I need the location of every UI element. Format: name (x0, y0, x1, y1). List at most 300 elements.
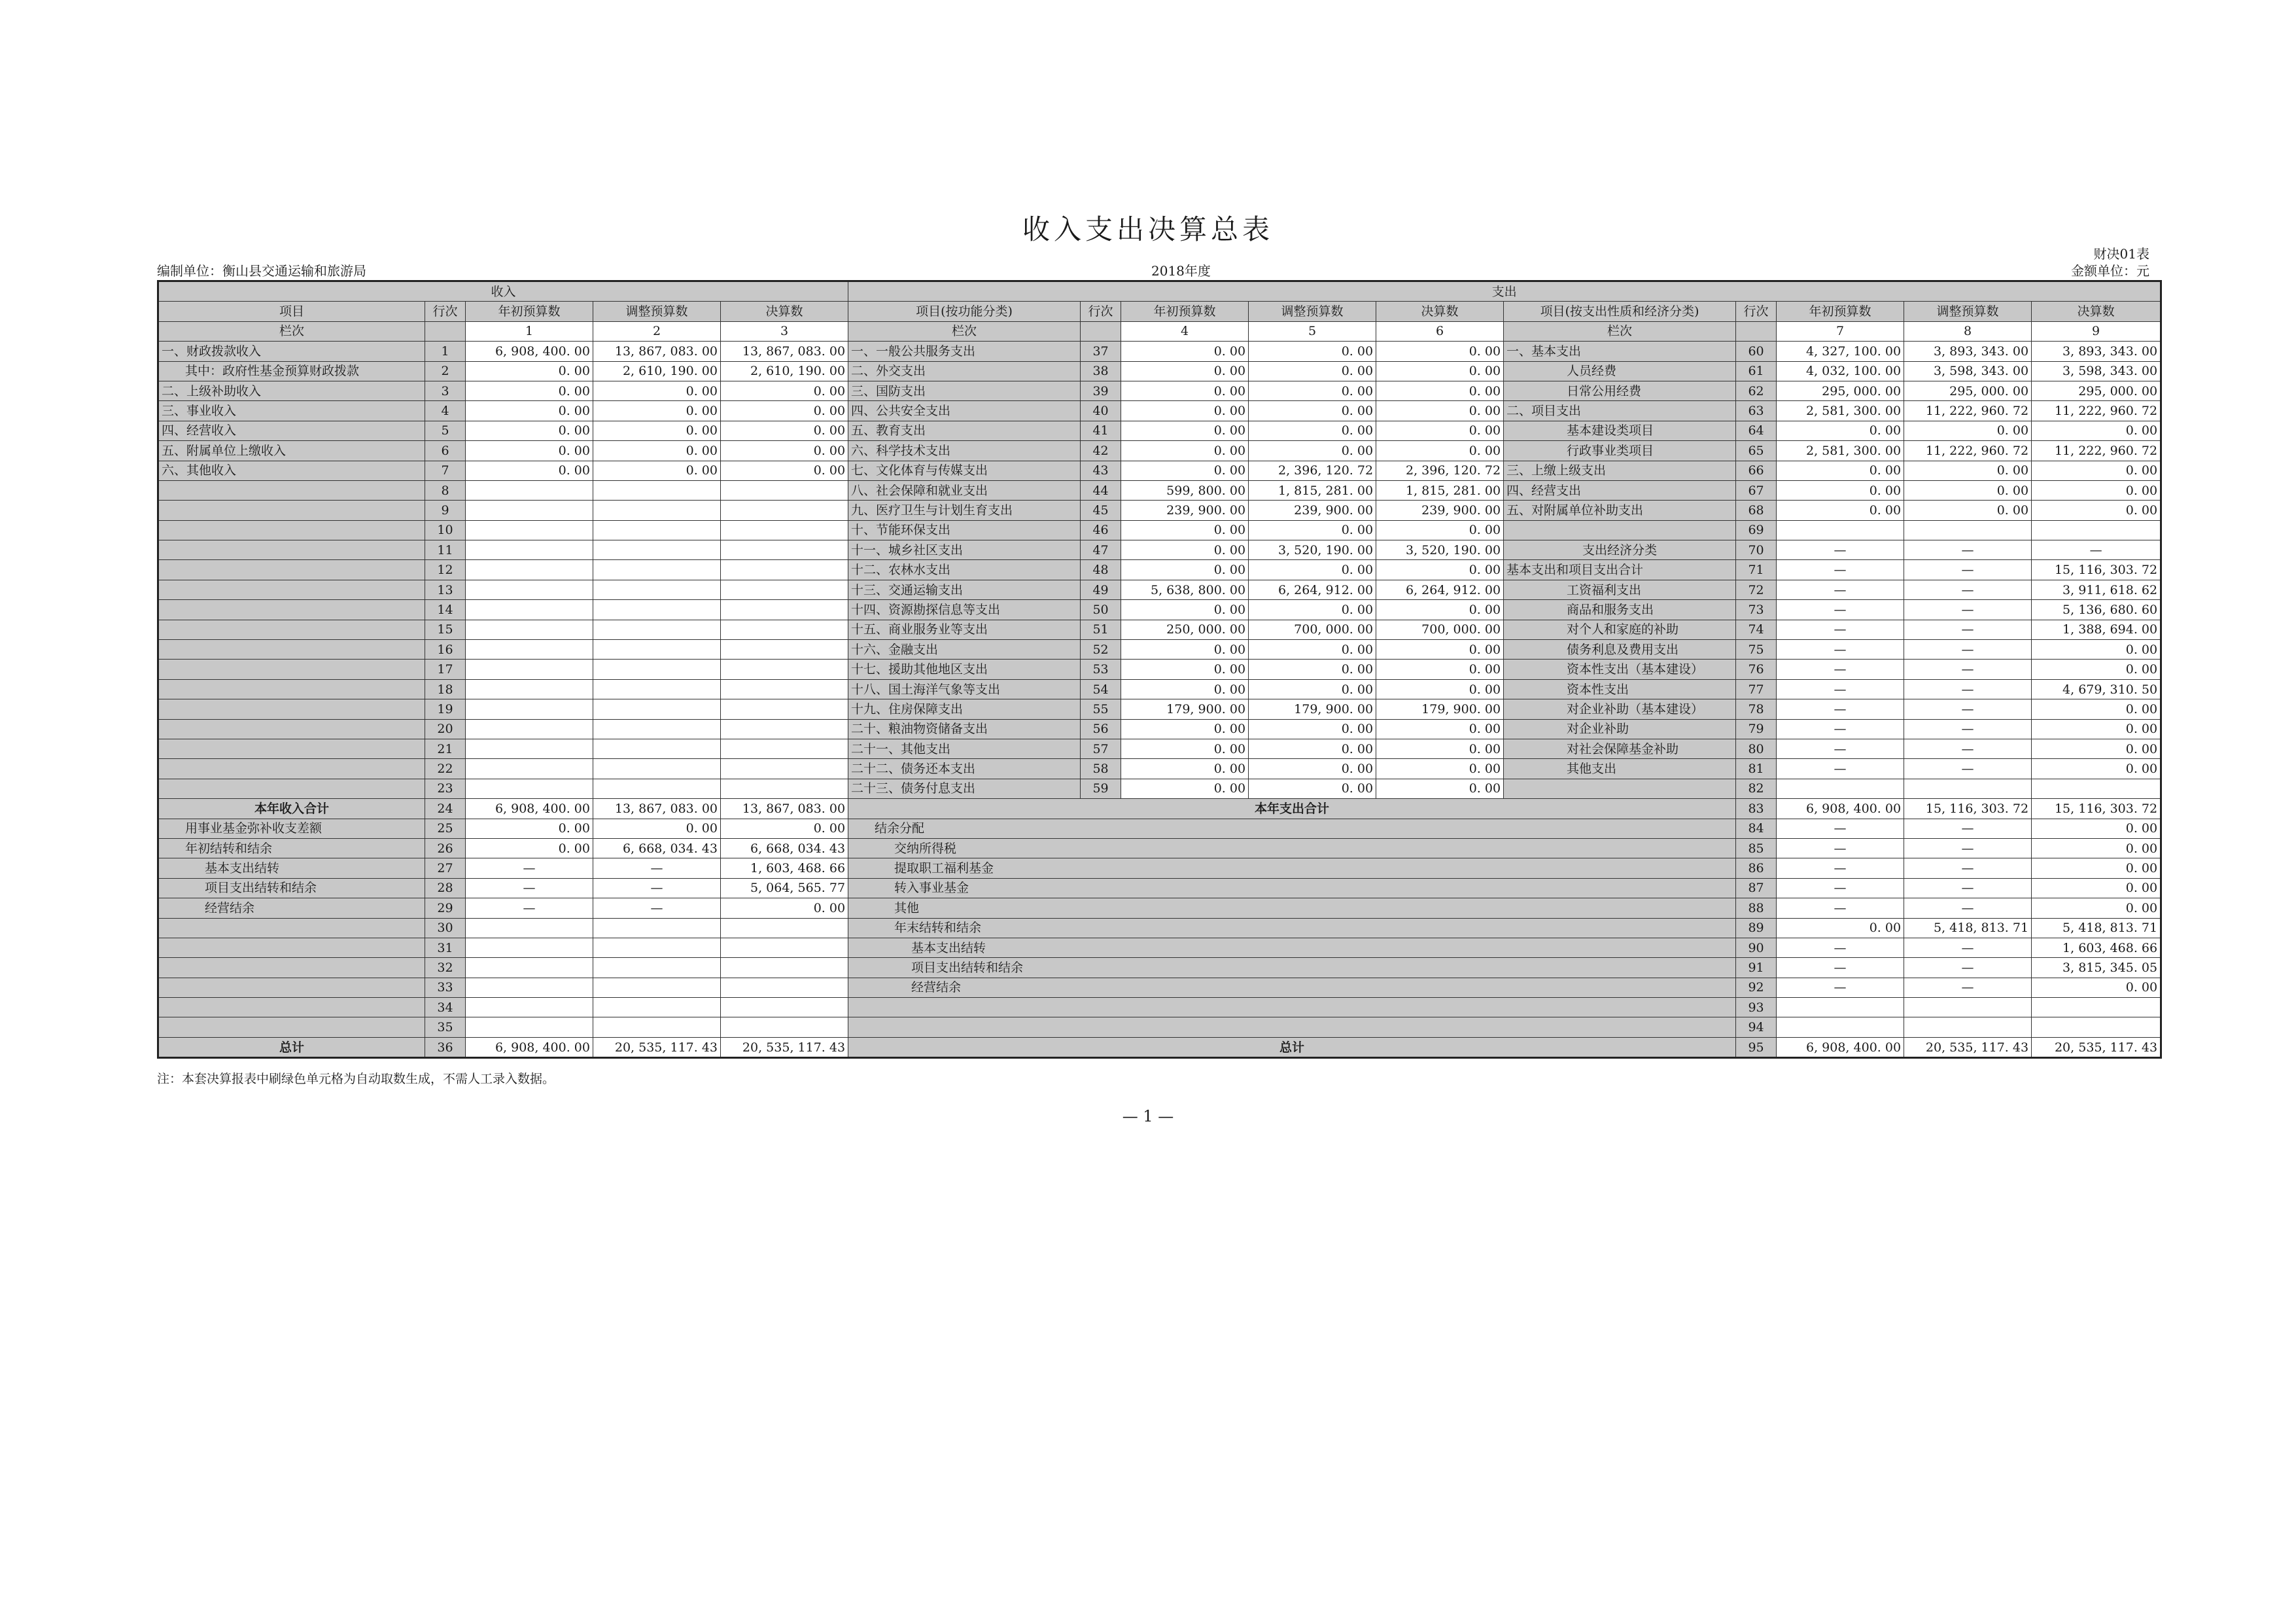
amount-cell (721, 620, 848, 639)
amount-cell: 0. 00 (466, 838, 593, 858)
amount-cell: 250, 000. 00 (1121, 620, 1249, 639)
amount-cell: 0. 00 (2032, 501, 2161, 520)
amount-cell: 1, 815, 281. 00 (1249, 480, 1376, 500)
expense-econ-item: 五、对附属单位补助支出 (1504, 501, 1736, 520)
col-num: 7 (1777, 321, 1904, 341)
amount-cell: 0. 00 (2032, 739, 2161, 758)
amount-cell: 5, 136, 680. 60 (2032, 600, 2161, 620)
row-number: 83 (1736, 799, 1777, 819)
row-number: 72 (1736, 580, 1777, 599)
amount-cell: 0. 00 (2032, 660, 2161, 679)
amount-cell: 0. 00 (721, 421, 848, 440)
amount-cell: — (1904, 560, 2032, 580)
amount-cell: 295, 000. 00 (1904, 381, 2032, 400)
row-number: 85 (1736, 838, 1777, 858)
amount-cell: — (466, 858, 593, 878)
amount-cell: 20, 535, 117. 43 (1904, 1037, 2032, 1057)
row-number: 33 (425, 978, 466, 997)
amount-cell (466, 978, 593, 997)
amount-cell: — (1777, 958, 1904, 978)
row-number: 71 (1736, 560, 1777, 580)
amount-cell: 2, 610, 190. 00 (593, 361, 721, 381)
reporting-unit: 编制单位：衡山县交通运输和旅游局 (157, 263, 366, 279)
col-label: 栏次 (1504, 321, 1736, 341)
row-number: 82 (1736, 779, 1777, 798)
income-item (158, 759, 425, 779)
row-number: 76 (1736, 660, 1777, 679)
amount-cell: 0. 00 (1249, 401, 1376, 421)
footnote: 注：本套决算报表中刷绿色单元格为自动取数生成，不需人工录入数据。 (157, 1072, 555, 1086)
income-total-label: 本年收入合计 (158, 799, 425, 819)
col-budget-initial: 年初预算数 (1121, 302, 1249, 321)
table-row (158, 381, 2161, 400)
col-label: 栏次 (158, 321, 425, 341)
amount-cell: — (1777, 540, 1904, 560)
table-row (158, 838, 2161, 858)
amount-cell: — (2032, 540, 2161, 560)
expense-func-item: 二十、粮油物资储备支出 (848, 719, 1081, 739)
amount-cell: 0. 00 (1121, 739, 1249, 758)
row-number: 1 (425, 342, 466, 361)
row-number: 70 (1736, 540, 1777, 560)
table-row (158, 600, 2161, 620)
amount-cell: 5, 418, 813. 71 (1904, 918, 2032, 938)
column-header-row (158, 302, 2161, 321)
income-item: 三、事业收入 (158, 401, 425, 421)
amount-cell: 179, 900. 00 (1376, 699, 1504, 719)
amount-cell: 0. 00 (1249, 739, 1376, 758)
amount-cell: 295, 000. 00 (2032, 381, 2161, 400)
row-number: 62 (1736, 381, 1777, 400)
amount-cell: 0. 00 (1121, 560, 1249, 580)
income-header: 收入 (158, 281, 848, 302)
row-number: 29 (425, 898, 466, 918)
row-number: 45 (1081, 501, 1121, 520)
money-unit: 金额单位：元 (2071, 263, 2149, 279)
row-number: 36 (425, 1037, 466, 1057)
expense-func-item: 二十一、其他支出 (848, 739, 1081, 758)
amount-cell: 20, 535, 117. 43 (593, 1037, 721, 1057)
expense-func-item: 一、一般公共服务支出 (848, 342, 1081, 361)
amount-cell: 0. 00 (2032, 699, 2161, 719)
amount-cell: 13, 867, 083. 00 (721, 342, 848, 361)
row-number: 69 (1736, 520, 1777, 540)
expense-func-item: 九、医疗卫生与计划生育支出 (848, 501, 1081, 520)
table-row (158, 878, 2161, 898)
row-number: 43 (1081, 461, 1121, 480)
amount-cell (721, 918, 848, 938)
col-num: 4 (1121, 321, 1249, 341)
amount-cell (721, 520, 848, 540)
amount-cell: 0. 00 (1249, 600, 1376, 620)
amount-cell (466, 779, 593, 798)
year-total-row (158, 799, 2161, 819)
row-number: 16 (425, 640, 466, 660)
amount-cell (593, 759, 721, 779)
amount-cell: 0. 00 (1376, 679, 1504, 699)
row-number: 61 (1736, 361, 1777, 381)
amount-cell: 2, 581, 300. 00 (1777, 401, 1904, 421)
amount-cell: 0. 00 (1376, 401, 1504, 421)
amount-cell: 0. 00 (2032, 819, 2161, 838)
expense-balance-item: 提取职工福利基金 (848, 858, 1736, 878)
amount-cell: 13, 867, 083. 00 (593, 799, 721, 819)
row-number: 50 (1081, 600, 1121, 620)
amount-cell: 0. 00 (1777, 461, 1904, 480)
expense-balance-item: 交纳所得税 (848, 838, 1736, 858)
expense-econ-item: 资本性支出 (1504, 679, 1736, 699)
row-number: 27 (425, 858, 466, 878)
table-row (158, 580, 2161, 599)
amount-cell: 15, 116, 303. 72 (2032, 799, 2161, 819)
expense-balance-item: 年末结转和结余 (848, 918, 1736, 938)
expense-func-item: 十七、援助其他地区支出 (848, 660, 1081, 679)
table-row (158, 640, 2161, 660)
amount-cell (466, 739, 593, 758)
row-number: 84 (1736, 819, 1777, 838)
amount-cell: 0. 00 (2032, 480, 2161, 500)
amount-cell (593, 480, 721, 500)
amount-cell: 0. 00 (1121, 401, 1249, 421)
row-number: 46 (1081, 520, 1121, 540)
amount-cell: 1, 388, 694. 00 (2032, 620, 2161, 639)
row-number: 17 (425, 660, 466, 679)
row-number: 23 (425, 779, 466, 798)
expense-func-item: 二、外交支出 (848, 361, 1081, 381)
amount-cell (1904, 779, 2032, 798)
amount-cell (593, 699, 721, 719)
row-number: 94 (1736, 1017, 1777, 1037)
income-item (158, 1017, 425, 1037)
income-item (158, 560, 425, 580)
amount-cell: — (466, 878, 593, 898)
amount-cell: 3, 598, 343. 00 (2032, 361, 2161, 381)
amount-cell: 6, 668, 034. 43 (721, 838, 848, 858)
column-number-row (158, 321, 2161, 341)
amount-cell: 0. 00 (1249, 679, 1376, 699)
amount-cell: 5, 418, 813. 71 (2032, 918, 2161, 938)
expense-econ-item: 对个人和家庭的补助 (1504, 620, 1736, 639)
row-number: 25 (425, 819, 466, 838)
income-item (158, 580, 425, 599)
amount-cell (466, 540, 593, 560)
row-number: 53 (1081, 660, 1121, 679)
income-item: 六、其他收入 (158, 461, 425, 480)
row-number: 79 (1736, 719, 1777, 739)
amount-cell: 6, 264, 912. 00 (1376, 580, 1504, 599)
amount-cell: 599, 800. 00 (1121, 480, 1249, 500)
row-number: 47 (1081, 540, 1121, 560)
amount-cell: 0. 00 (1249, 342, 1376, 361)
row-number: 75 (1736, 640, 1777, 660)
row-number: 9 (425, 501, 466, 520)
amount-cell: — (1777, 600, 1904, 620)
amount-cell: 20, 535, 117. 43 (2032, 1037, 2161, 1057)
table-row (158, 421, 2161, 440)
table-row (158, 759, 2161, 779)
expense-econ-item: 债务利息及费用支出 (1504, 640, 1736, 660)
amount-cell (721, 600, 848, 620)
row-number: 8 (425, 480, 466, 500)
amount-cell: 0. 00 (721, 381, 848, 400)
amount-cell: 2, 610, 190. 00 (721, 361, 848, 381)
table-row (158, 819, 2161, 838)
amount-cell: 239, 900. 00 (1249, 501, 1376, 520)
col-row: 行次 (1736, 302, 1777, 321)
expense-func-item: 五、教育支出 (848, 421, 1081, 440)
amount-cell (2032, 520, 2161, 540)
row-number: 18 (425, 679, 466, 699)
amount-cell: 0. 00 (1777, 501, 1904, 520)
amount-cell: 0. 00 (1376, 342, 1504, 361)
amount-cell: 0. 00 (1121, 600, 1249, 620)
amount-cell: 0. 00 (593, 401, 721, 421)
col-budget-adjusted: 调整预算数 (593, 302, 721, 321)
table-row (158, 401, 2161, 421)
amount-cell: 239, 900. 00 (1376, 501, 1504, 520)
row-number: 20 (425, 719, 466, 739)
amount-cell (721, 560, 848, 580)
amount-cell: — (1777, 978, 1904, 997)
income-item (158, 620, 425, 639)
amount-cell (721, 998, 848, 1017)
amount-cell (721, 580, 848, 599)
amount-cell: 20, 535, 117. 43 (721, 1037, 848, 1057)
amount-cell: 0. 00 (466, 461, 593, 480)
income-expense-table (157, 280, 2162, 1059)
income-item (158, 501, 425, 520)
amount-cell: 700, 000. 00 (1376, 620, 1504, 639)
amount-cell (593, 719, 721, 739)
amount-cell: 4, 679, 310. 50 (2032, 679, 2161, 699)
amount-cell: 0. 00 (2032, 878, 2161, 898)
amount-cell (1904, 1017, 2032, 1037)
amount-cell: 0. 00 (721, 898, 848, 918)
col-num: 6 (1376, 321, 1504, 341)
table-row (158, 998, 2161, 1017)
table-row (158, 918, 2161, 938)
amount-cell: — (1904, 679, 2032, 699)
row-number: 65 (1736, 441, 1777, 461)
expense-econ-item: 对企业补助（基本建设） (1504, 699, 1736, 719)
amount-cell: 11, 222, 960. 72 (1904, 401, 2032, 421)
amount-cell: 0. 00 (2032, 461, 2161, 480)
amount-cell (593, 938, 721, 957)
amount-cell: — (1904, 759, 2032, 779)
amount-cell: 0. 00 (1121, 441, 1249, 461)
row-number: 91 (1736, 958, 1777, 978)
row-number: 24 (425, 799, 466, 819)
amount-cell: 4, 327, 100. 00 (1777, 342, 1904, 361)
row-number: 7 (425, 461, 466, 480)
amount-cell (593, 779, 721, 798)
amount-cell: 0. 00 (1376, 421, 1504, 440)
amount-cell: 0. 00 (1121, 640, 1249, 660)
amount-cell (721, 938, 848, 957)
amount-cell (1777, 1017, 1904, 1037)
amount-cell (721, 480, 848, 500)
row-number: 56 (1081, 719, 1121, 739)
row-number: 10 (425, 520, 466, 540)
expense-balance-item (848, 998, 1736, 1017)
expense-econ-item: 支出经济分类 (1504, 540, 1736, 560)
income-item: 四、经营收入 (158, 421, 425, 440)
expense-func-item: 十二、农林水支出 (848, 560, 1081, 580)
amount-cell: — (1777, 660, 1904, 679)
income-item (158, 958, 425, 978)
expense-balance-item: 项目支出结转和结余 (848, 958, 1736, 978)
amount-cell: 0. 00 (1904, 480, 2032, 500)
amount-cell (2032, 998, 2161, 1017)
expense-header: 支出 (848, 281, 2161, 302)
amount-cell: 0. 00 (1904, 501, 2032, 520)
income-item (158, 540, 425, 560)
expense-func-item: 十四、资源勘探信息等支出 (848, 600, 1081, 620)
amount-cell: 0. 00 (1121, 719, 1249, 739)
row-number: 54 (1081, 679, 1121, 699)
amount-cell: 0. 00 (466, 381, 593, 400)
income-item: 基本支出结转 (158, 858, 425, 878)
row-number: 63 (1736, 401, 1777, 421)
row-number: 39 (1081, 381, 1121, 400)
row-number: 73 (1736, 600, 1777, 620)
amount-cell (593, 739, 721, 758)
amount-cell: — (1777, 620, 1904, 639)
amount-cell: — (1777, 739, 1904, 758)
amount-cell (466, 759, 593, 779)
row-number: 44 (1081, 480, 1121, 500)
amount-cell (593, 918, 721, 938)
amount-cell (466, 560, 593, 580)
amount-cell: 0. 00 (593, 421, 721, 440)
table-row (158, 938, 2161, 957)
income-item (158, 938, 425, 957)
row-number: 19 (425, 699, 466, 719)
row-number: 86 (1736, 858, 1777, 878)
amount-cell: 5, 064, 565. 77 (721, 878, 848, 898)
row-number: 52 (1081, 640, 1121, 660)
amount-cell: — (1904, 838, 2032, 858)
table-row (158, 779, 2161, 798)
amount-cell: 11, 222, 960. 72 (2032, 401, 2161, 421)
amount-cell (721, 1017, 848, 1037)
report-title: 收入支出决算总表 (1022, 213, 1274, 245)
amount-cell: — (1777, 898, 1904, 918)
amount-cell: 0. 00 (1376, 600, 1504, 620)
row-number: 42 (1081, 441, 1121, 461)
expense-econ-item: 资本性支出（基本建设） (1504, 660, 1736, 679)
amount-cell: — (1777, 580, 1904, 599)
row-number: 64 (1736, 421, 1777, 440)
row-number: 38 (1081, 361, 1121, 381)
blank-cell (425, 321, 466, 341)
expense-econ-item: 行政事业类项目 (1504, 441, 1736, 461)
amount-cell: — (1904, 640, 2032, 660)
income-item (158, 699, 425, 719)
row-number: 92 (1736, 978, 1777, 997)
report-year: 2018年度 (1151, 263, 1211, 279)
amount-cell (721, 759, 848, 779)
amount-cell (593, 998, 721, 1017)
amount-cell: 0. 00 (466, 401, 593, 421)
amount-cell (466, 938, 593, 957)
expense-func-item: 四、公共安全支出 (848, 401, 1081, 421)
amount-cell (1777, 520, 1904, 540)
amount-cell: — (1777, 838, 1904, 858)
table-row (158, 342, 2161, 361)
amount-cell: 0. 00 (1121, 660, 1249, 679)
amount-cell: 0. 00 (593, 381, 721, 400)
grand-total-expense-label: 总计 (848, 1037, 1736, 1057)
amount-cell: 0. 00 (2032, 640, 2161, 660)
form-code: 财决01表 (2093, 246, 2149, 262)
amount-cell: 1, 603, 468. 66 (2032, 938, 2161, 957)
amount-cell: — (593, 898, 721, 918)
amount-cell (466, 1017, 593, 1037)
col-label: 栏次 (848, 321, 1081, 341)
amount-cell (593, 580, 721, 599)
amount-cell (593, 600, 721, 620)
row-number: 90 (1736, 938, 1777, 957)
amount-cell (593, 501, 721, 520)
expense-total-label: 本年支出合计 (848, 799, 1736, 819)
amount-cell: 3, 815, 345. 05 (2032, 958, 2161, 978)
amount-cell: 0. 00 (1121, 421, 1249, 440)
income-item: 经营结余 (158, 898, 425, 918)
table-row (158, 978, 2161, 997)
amount-cell: 0. 00 (593, 819, 721, 838)
col-budget-initial: 年初预算数 (1777, 302, 1904, 321)
expense-func-item: 十、节能环保支出 (848, 520, 1081, 540)
row-number: 22 (425, 759, 466, 779)
amount-cell: — (1904, 858, 2032, 878)
expense-balance-item: 结余分配 (848, 819, 1736, 838)
amount-cell (593, 620, 721, 639)
amount-cell: 0. 00 (1777, 918, 1904, 938)
row-number: 95 (1736, 1037, 1777, 1057)
row-number: 48 (1081, 560, 1121, 580)
amount-cell: 1, 603, 468. 66 (721, 858, 848, 878)
amount-cell: 0. 00 (1121, 361, 1249, 381)
income-item: 项目支出结转和结余 (158, 878, 425, 898)
amount-cell: — (1904, 739, 2032, 758)
amount-cell (721, 501, 848, 520)
amount-cell: 6, 908, 400. 00 (1777, 799, 1904, 819)
expense-econ-item: 对社会保障基金补助 (1504, 739, 1736, 758)
amount-cell: 0. 00 (1249, 719, 1376, 739)
amount-cell: — (1904, 699, 2032, 719)
amount-cell: 0. 00 (1376, 441, 1504, 461)
income-item (158, 978, 425, 997)
row-number: 28 (425, 878, 466, 898)
amount-cell: 0. 00 (1121, 540, 1249, 560)
expense-econ-item: 基本建设类项目 (1504, 421, 1736, 440)
amount-cell: 6, 908, 400. 00 (466, 799, 593, 819)
row-number: 74 (1736, 620, 1777, 639)
amount-cell: — (466, 898, 593, 918)
row-number: 26 (425, 838, 466, 858)
amount-cell: 0. 00 (1376, 381, 1504, 400)
amount-cell (2032, 1017, 2161, 1037)
expense-func-item: 六、科学技术支出 (848, 441, 1081, 461)
amount-cell: 0. 00 (721, 819, 848, 838)
table-row (158, 719, 2161, 739)
grand-total-row (158, 1037, 2161, 1057)
row-number: 87 (1736, 878, 1777, 898)
table-row (158, 620, 2161, 639)
row-number: 13 (425, 580, 466, 599)
amount-cell (593, 560, 721, 580)
